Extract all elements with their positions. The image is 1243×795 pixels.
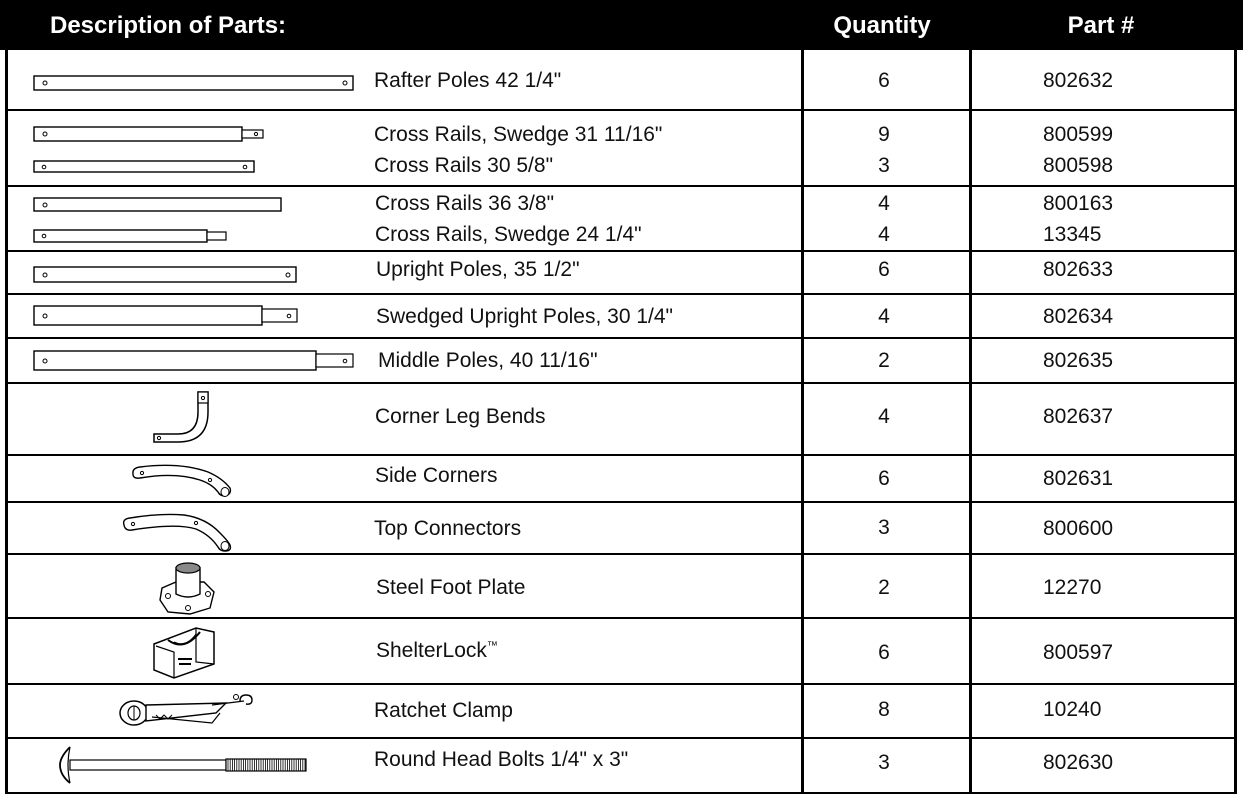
straight-pole-icon [33,72,355,92]
part-description: Side Corners [375,464,498,487]
column-divider [801,456,804,501]
column-divider [801,555,804,617]
column-divider [969,295,972,337]
column-divider [801,252,804,293]
table-row [5,382,1237,456]
straight-rail-icon [33,159,258,175]
column-divider [969,685,972,737]
part-description: Swedged Upright Poles, 30 1/4" [376,305,673,328]
column-divider [801,187,804,250]
part-quantity: 2 [878,349,890,372]
column-divider [801,503,804,553]
part-quantity: 3 [878,516,890,539]
straight-rail-icon [33,196,285,214]
table-row [5,109,1237,187]
column-divider [801,339,804,382]
swedged-pole-icon [33,305,301,327]
part-quantity: 4 [878,305,890,328]
top-connector-icon [120,509,236,553]
column-divider [969,739,972,792]
part-quantity: 2 [878,576,890,599]
swedged-rail-icon [33,125,268,143]
part-quantity: 8 [878,698,890,721]
swedged-pole-icon [33,350,357,372]
table-row [5,617,1237,685]
part-number: 800597 [1043,641,1114,664]
table-header [0,0,1243,50]
part-quantity: 3 [878,154,890,177]
part-number: 10240 [1043,698,1102,721]
part-number: 802631 [1043,467,1114,490]
column-divider [801,111,804,185]
part-description: Steel Foot Plate [376,576,526,599]
column-divider [969,619,972,683]
column-divider [801,384,804,454]
table-row [5,250,1237,295]
trademark-symbol: ™ [486,640,498,652]
table-row [5,337,1237,384]
part-quantity: 6 [878,467,890,490]
part-quantity: 6 [878,641,890,664]
header-description: Description of Parts: [50,12,287,39]
part-description: Ratchet Clamp [374,699,513,722]
header-quantity: Quantity [833,12,931,39]
part-description: Middle Poles, 40 11/16" [378,349,598,372]
swedged-rail-icon [33,228,231,244]
foot-plate-icon [158,560,218,616]
column-divider [969,187,972,250]
column-divider [801,739,804,792]
part-description: Rafter Poles 42 1/4" [374,69,562,92]
table-row [5,683,1237,739]
column-divider [969,50,972,109]
part-number: 802633 [1043,258,1114,281]
column-divider [801,50,804,109]
part-description: Cross Rails, Swedge 31 11/16" [374,123,663,146]
part-quantity: 4 [878,405,890,428]
part-number: 802632 [1043,69,1114,92]
ratchet-clamp-icon [116,691,258,733]
part-description: Corner Leg Bends [375,405,546,428]
part-description [376,639,498,663]
part-number: 802635 [1043,349,1114,372]
part-number: 802630 [1043,751,1114,774]
part-description: Top Connectors [374,517,522,540]
column-divider [801,619,804,683]
table-row [5,553,1237,619]
part-quantity: 6 [878,258,890,281]
part-description-text: ShelterLock [376,639,487,662]
column-divider [969,111,972,185]
table-row [5,185,1237,252]
table-row [5,737,1237,794]
column-divider [969,384,972,454]
part-number: 800163 [1043,192,1114,215]
part-description: Cross Rails, Swedge 24 1/4" [375,223,642,246]
part-description: Cross Rails 36 3/8" [375,192,555,215]
part-quantity: 4 [878,192,890,215]
part-number: 13345 [1043,223,1102,246]
part-quantity: 3 [878,751,890,774]
shelterlock-icon [148,622,220,682]
table-row [5,501,1237,555]
column-divider [969,252,972,293]
part-description: Round Head Bolts 1/4" x 3" [374,748,629,771]
table-row [5,48,1237,111]
column-divider [801,295,804,337]
part-quantity: 6 [878,69,890,92]
table-row [5,454,1237,503]
column-divider [969,456,972,501]
side-corner-icon [130,462,234,500]
part-number: 802637 [1043,405,1114,428]
part-number: 800599 [1043,123,1114,146]
part-description: Upright Poles, 35 1/2" [376,258,580,281]
straight-pole-icon [33,265,299,285]
column-divider [969,339,972,382]
part-quantity: 4 [878,223,890,246]
column-divider [969,503,972,553]
column-divider [801,685,804,737]
header-part-number: Part # [1067,12,1135,39]
part-number: 12270 [1043,576,1102,599]
column-divider [969,555,972,617]
part-description: Cross Rails 30 5/8" [374,154,554,177]
corner-leg-bend-icon [150,390,218,448]
part-number: 802634 [1043,305,1114,328]
part-number: 800600 [1043,517,1114,540]
part-number: 800598 [1043,154,1114,177]
part-quantity: 9 [878,123,890,146]
table-row [5,293,1237,339]
round-head-bolt-icon [58,745,310,785]
